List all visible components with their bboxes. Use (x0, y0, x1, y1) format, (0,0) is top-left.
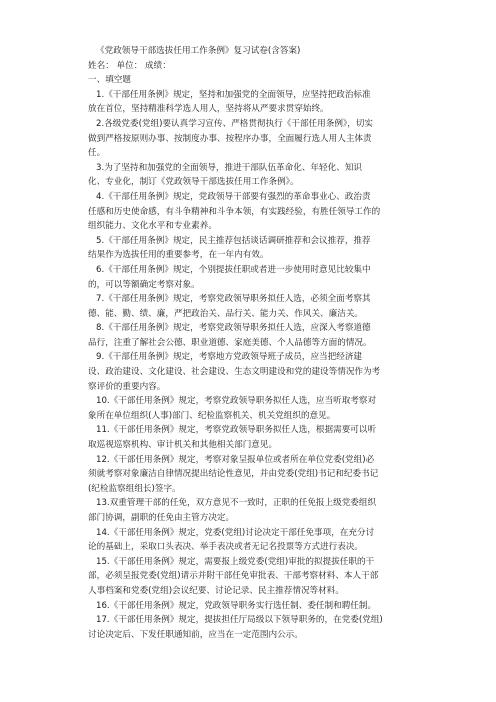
text-line: 15.《干部任用条例》规定，需要报上级党委(党组)审批的拟提拔任职的干 (96, 556, 375, 567)
text-line: 讨论决定后、下发任职通知前，应当在一定范围内公示。 (88, 629, 303, 640)
text-line: 7.《干部任用条例》规定，考察党政领导职务拟任人选，必须全面考察其 (96, 294, 371, 305)
text-line: 的，可以等额确定考察对象。 (88, 279, 200, 290)
text-line: 11.《干部任用条例》规定，考察党政领导职务拟任人选，根据需要可以听 (96, 425, 377, 436)
text-line: 须就考察对象廉洁自律情况提出结论性意见，并由党委(党组)书记和纪委书记 (88, 469, 379, 480)
text-line: 13.双重管理干部的任免，双方意见不一致时，正职的任免报上级党委组织 (96, 498, 377, 509)
document-body (88, 88, 426, 643)
text-line: 4.《干部任用条例》规定，党政领导干部要有强烈的革命事业心、政治责 (96, 191, 371, 202)
text-line: 做到严格按原则办事、按制度办事、按程序办事，全面履行选人用人主体责 (88, 133, 372, 144)
text-line: 部，必须呈报党委(党组)请示并附干部任免审批表、干部考察材料、本人干部 (88, 571, 379, 582)
text-line: 6.《干部任用条例》规定，个别提拔任职或者进一步使用时意见比较集中 (96, 264, 371, 275)
text-line: 12.《干部任用条例》规定，考察对象呈报单位或者所在单位党委(党组)必 (96, 454, 375, 465)
document-title: 《党政领导干部选拔任用工作条例》复习试卷(含答案) (96, 46, 301, 56)
text-line: 结果作为选拔任用的重要参考，在一年内有效。 (88, 250, 269, 261)
text-line: 组织能力、文化水平和专业素养。 (88, 221, 217, 232)
text-line: 化、专业化，制订《党政领导干部选拔任用工作条例》。 (88, 177, 299, 188)
section-heading: 一、填空题 (88, 75, 131, 86)
text-line: (纪检监察组组长)签字。 (88, 483, 181, 494)
text-line: 17.《干部任用条例》规定，提拔担任厅局级以下领导职务的，在党委(党组) (96, 615, 383, 626)
text-line: 14.《干部任用条例》规定，党委(党组)讨论决定干部任免事项，在充分讨 (96, 527, 375, 538)
text-line: 3.为了坚持和加强党的全面领导，推进干部队伍革命化、年轻化、知识 (96, 162, 363, 173)
text-line: 取巡视巡察机构、审计机关和其他相关部门意见。 (88, 440, 278, 451)
text-line: 8.《干部任用条例》规定，考察党政领导职务拟任人选，应深入考察道德 (96, 323, 371, 334)
text-line: 人事档案和党委(党组)会议纪要、讨论记录、民主推荐情况等材料。 (88, 585, 344, 596)
text-line: 察评价的重要内容。 (88, 381, 166, 392)
text-line: 品行，注重了解社会公德、职业道德、家庭美德、个人品德等方面的情况。 (88, 337, 372, 348)
text-line: 部门协调，副职的任免由主管方决定。 (88, 513, 235, 523)
text-line: 10.《干部任用条例》规定，考察党政领导职务拟任人选，应当听取考察对 (96, 396, 377, 407)
text-line: 放在首位，坚持精准科学选人用人，坚持将从严要求贯穿始终。 (88, 104, 329, 115)
text-line: 1.《干部任用条例》规定，坚持和加强党的全面领导，应坚持把政治标准 (96, 89, 371, 100)
text-line: 德、能、勤、绩、廉，严把政治关、品行关、能力关、作风关、廉洁关。 (88, 308, 364, 319)
text-line: 5.《干部任用条例》规定，民主推荐包括谈话调研推荐和会议推荐，推荐 (96, 235, 371, 246)
text-line: 设、政治建设、文化建设、社会建设、生态文明建设和党的建设等情况作为考 (88, 367, 381, 378)
text-line: 任。 (88, 148, 106, 159)
text-line: 9.《干部任用条例》规定，考察地方党政领导班子成员，应当把经济建 (96, 352, 363, 363)
text-line: 16.《干部任用条例》规定，党政领导职务实行选任制、委任制和聘任制。 (96, 600, 377, 611)
text-line: 任感和历史使命感，有斗争精神和斗争本领，有实践经验，有胜任领导工作的 (88, 206, 381, 217)
text-line: 象所在单位组织(人事)部门、纪检监察机关、机关党组织的意见。 (88, 410, 336, 421)
text-line: 2.各级党委(党组)要认真学习宣传、严格贯彻执行《干部任用条例》，切实 (96, 118, 374, 129)
header-fields: 姓名： 单位： 成绩： (88, 60, 171, 71)
text-line: 论的基础上，采取口头表决、举手表决或者无记名投票等方式进行表决。 (88, 542, 364, 553)
